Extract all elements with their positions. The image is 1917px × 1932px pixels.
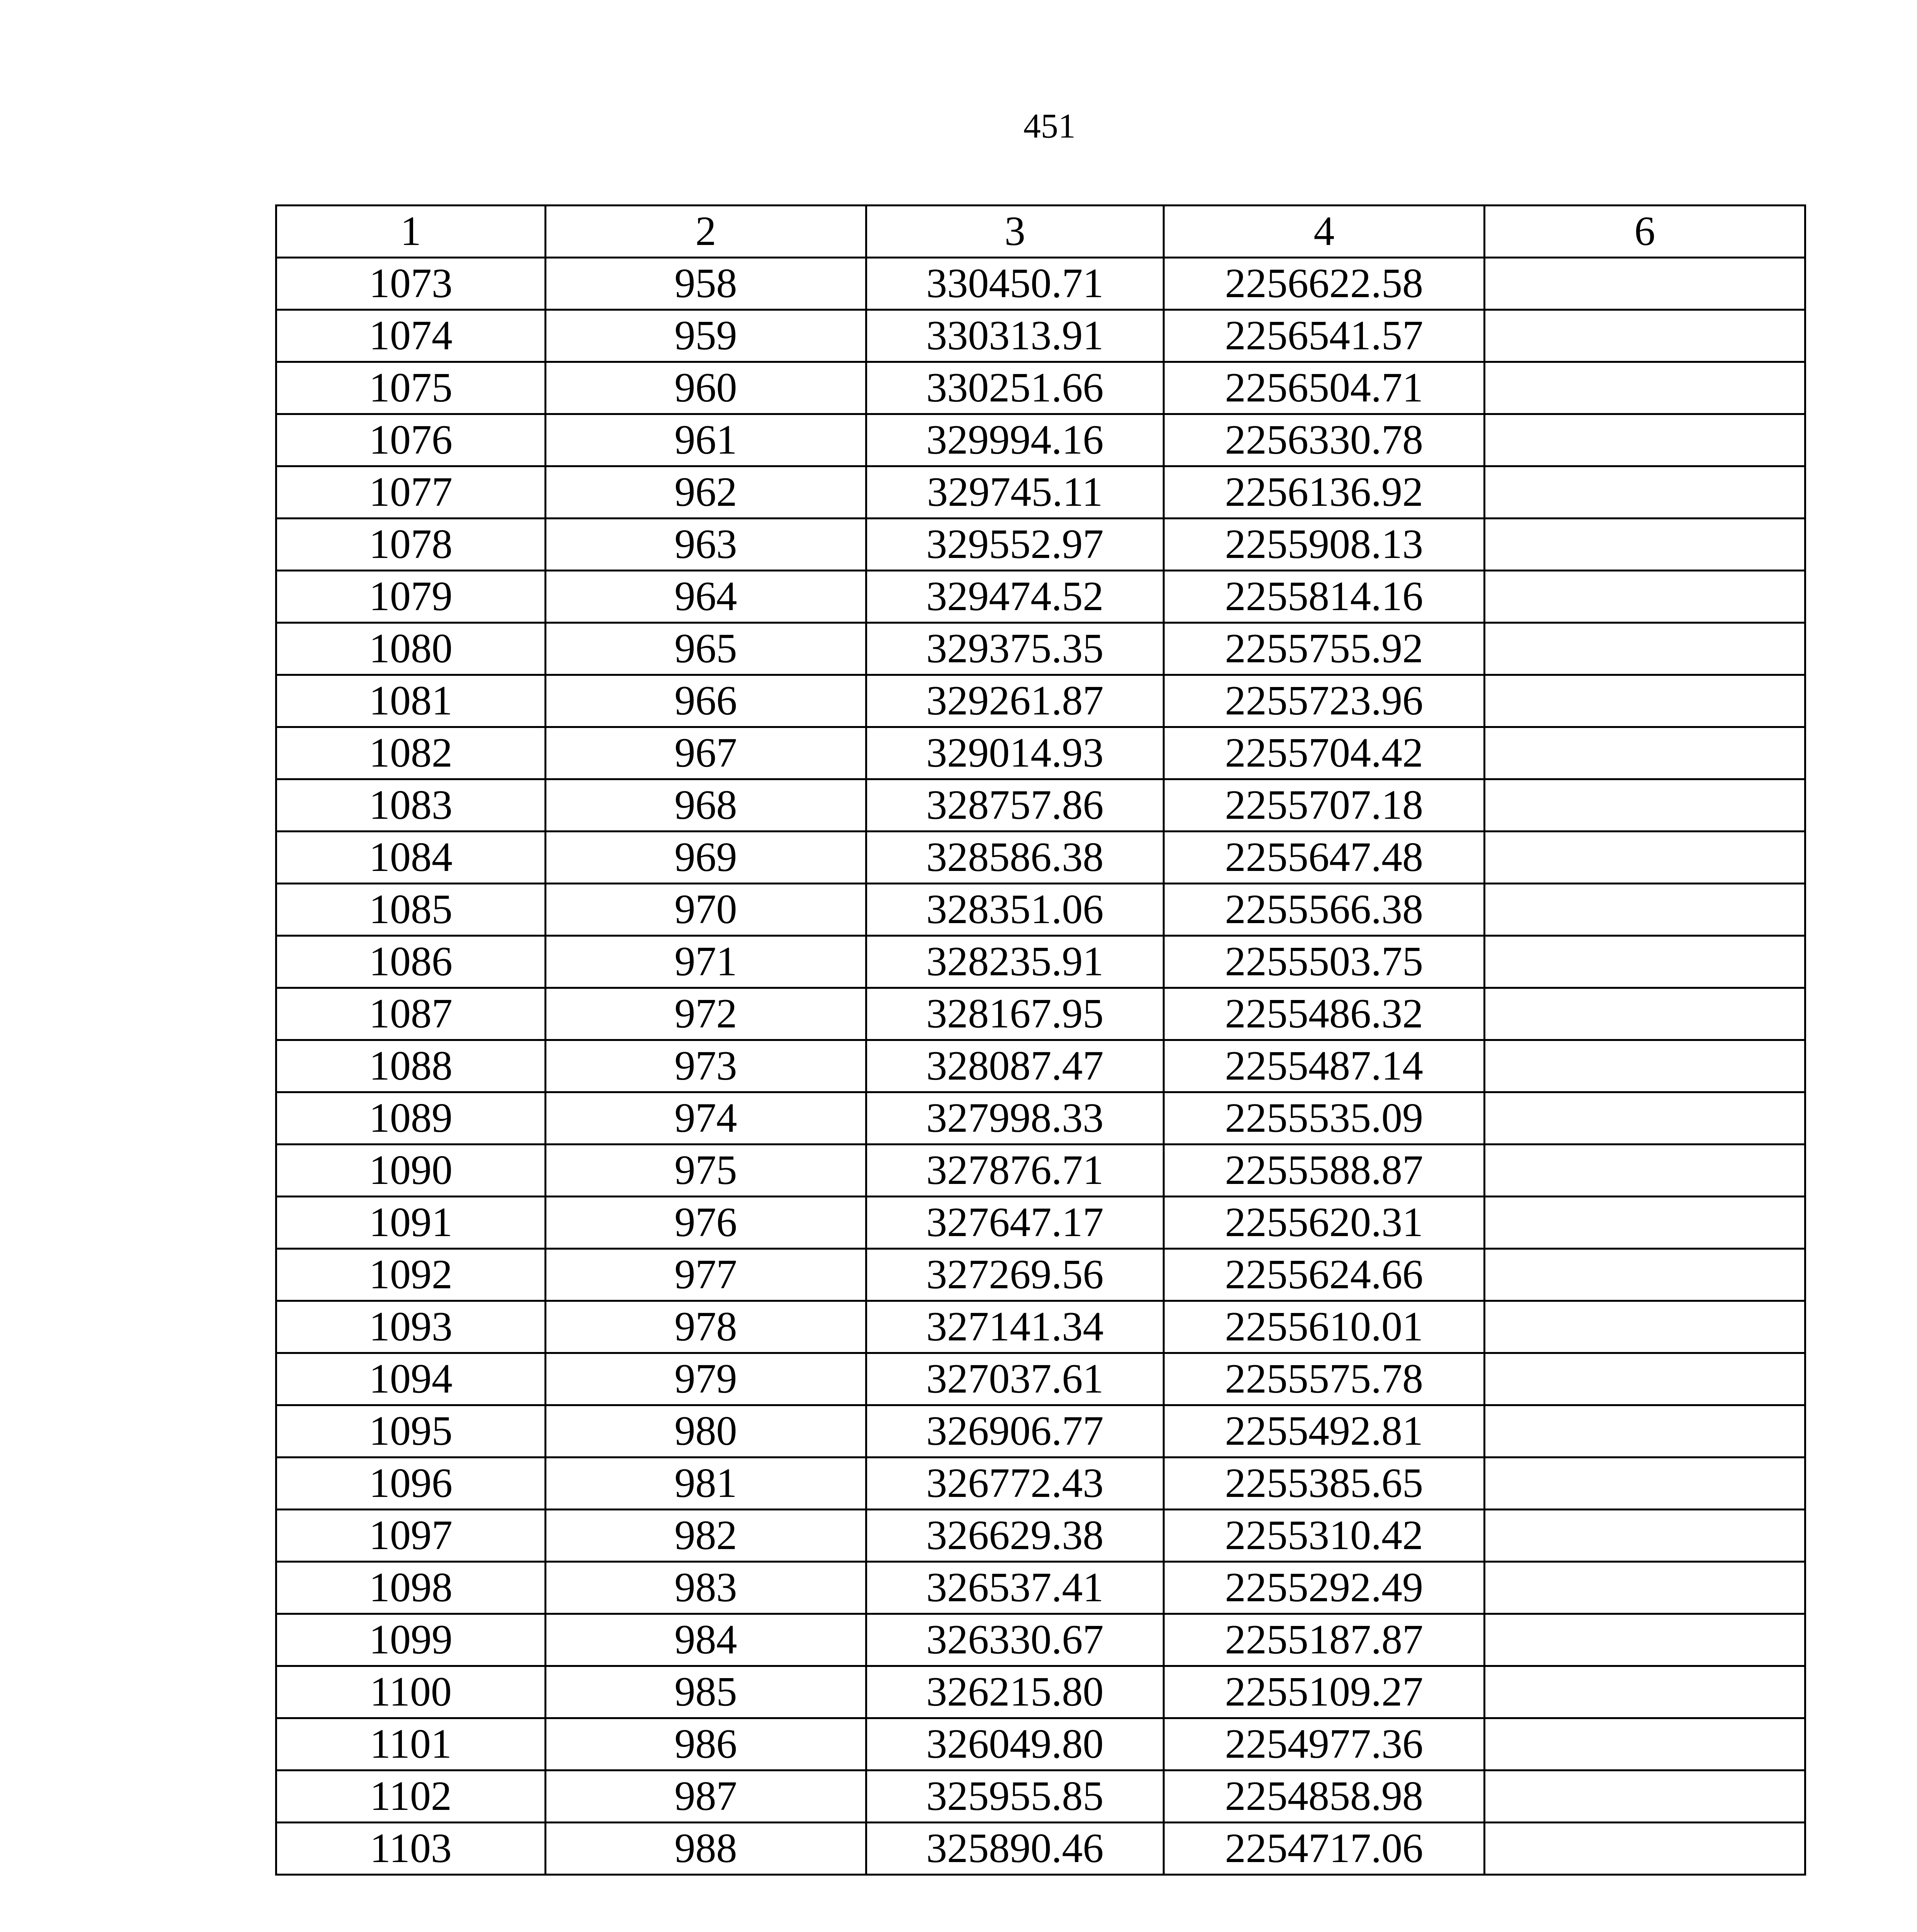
table-cell bbox=[1485, 623, 1805, 675]
table-cell: 965 bbox=[546, 623, 866, 675]
table-cell: 2256504.71 bbox=[1164, 362, 1485, 414]
table-cell: 2255704.42 bbox=[1164, 727, 1485, 779]
table-cell: 961 bbox=[546, 414, 866, 466]
table-cell: 1080 bbox=[276, 623, 546, 675]
table-cell: 1093 bbox=[276, 1301, 546, 1353]
table-cell bbox=[1485, 1770, 1805, 1823]
table-cell: 1096 bbox=[276, 1458, 546, 1510]
table-row bbox=[276, 1301, 1805, 1353]
table-cell: 329014.93 bbox=[866, 727, 1164, 779]
table-cell: 326330.67 bbox=[866, 1614, 1164, 1666]
table-cell: 967 bbox=[546, 727, 866, 779]
table-cell: 1074 bbox=[276, 310, 546, 362]
table-cell: 964 bbox=[546, 571, 866, 623]
coordinates-table-continued bbox=[275, 204, 1806, 1876]
table-cell: 1079 bbox=[276, 571, 546, 623]
table-row bbox=[276, 936, 1805, 988]
table-cell: 1088 bbox=[276, 1040, 546, 1092]
table-cell: 1084 bbox=[276, 832, 546, 884]
table-cell: 1103 bbox=[276, 1823, 546, 1875]
table-cell: 2255723.96 bbox=[1164, 675, 1485, 727]
table-cell: 327141.34 bbox=[866, 1301, 1164, 1353]
table-cell: 2256622.58 bbox=[1164, 258, 1485, 310]
table-cell bbox=[1485, 362, 1805, 414]
table-cell: 980 bbox=[546, 1405, 866, 1458]
table-row bbox=[276, 414, 1805, 466]
table-row bbox=[276, 571, 1805, 623]
table-row bbox=[276, 623, 1805, 675]
table-row bbox=[276, 1562, 1805, 1614]
table-cell: 327876.71 bbox=[866, 1145, 1164, 1197]
table-cell: 1102 bbox=[276, 1770, 546, 1823]
table-cell bbox=[1485, 936, 1805, 988]
table-row bbox=[276, 1145, 1805, 1197]
table-cell bbox=[1485, 1510, 1805, 1562]
table-cell: 2255109.27 bbox=[1164, 1666, 1485, 1718]
table-cell: 2255486.32 bbox=[1164, 988, 1485, 1040]
table-cell: 1081 bbox=[276, 675, 546, 727]
table-cell: 326049.80 bbox=[866, 1718, 1164, 1770]
table-cell: 326215.80 bbox=[866, 1666, 1164, 1718]
table-cell: 325955.85 bbox=[866, 1770, 1164, 1823]
table-cell: 329552.97 bbox=[866, 519, 1164, 571]
table-cell bbox=[1485, 1405, 1805, 1458]
table-row bbox=[276, 519, 1805, 571]
table-cell bbox=[1485, 1666, 1805, 1718]
table-cell: 1083 bbox=[276, 779, 546, 832]
table-cell: 329375.35 bbox=[866, 623, 1164, 675]
table-cell: 975 bbox=[546, 1145, 866, 1197]
table-cell bbox=[1485, 1249, 1805, 1301]
table-row bbox=[276, 884, 1805, 936]
table-cell: 1077 bbox=[276, 466, 546, 519]
table-cell bbox=[1485, 1562, 1805, 1614]
table-cell: 330251.66 bbox=[866, 362, 1164, 414]
table-cell bbox=[1485, 1458, 1805, 1510]
table-cell: 325890.46 bbox=[866, 1823, 1164, 1875]
table-row bbox=[276, 1092, 1805, 1145]
table-cell: 2255647.48 bbox=[1164, 832, 1485, 884]
table-row bbox=[276, 832, 1805, 884]
table-row bbox=[276, 466, 1805, 519]
table-cell: 985 bbox=[546, 1666, 866, 1718]
table-cell: 1094 bbox=[276, 1353, 546, 1405]
table-cell: 328586.38 bbox=[866, 832, 1164, 884]
table-row bbox=[276, 1823, 1805, 1875]
table-row bbox=[276, 1197, 1805, 1249]
table-cell: 1082 bbox=[276, 727, 546, 779]
table-row bbox=[276, 988, 1805, 1040]
table-cell: 328235.91 bbox=[866, 936, 1164, 988]
table-cell: 984 bbox=[546, 1614, 866, 1666]
table-row bbox=[276, 362, 1805, 414]
table-cell: 326906.77 bbox=[866, 1405, 1164, 1458]
table-cell: 330450.71 bbox=[866, 258, 1164, 310]
table-cell: 963 bbox=[546, 519, 866, 571]
table-cell: 2255503.75 bbox=[1164, 936, 1485, 988]
table-cell: 328351.06 bbox=[866, 884, 1164, 936]
table-header-row bbox=[276, 206, 1805, 258]
table-cell: 973 bbox=[546, 1040, 866, 1092]
table-cell: 2255292.49 bbox=[1164, 1562, 1485, 1614]
table-cell: 2255535.09 bbox=[1164, 1092, 1485, 1145]
table-cell: 2254858.98 bbox=[1164, 1770, 1485, 1823]
table-cell: 327269.56 bbox=[866, 1249, 1164, 1301]
table-cell: 2255814.16 bbox=[1164, 571, 1485, 623]
table-cell: 2254717.06 bbox=[1164, 1823, 1485, 1875]
table-cell: 2255707.18 bbox=[1164, 779, 1485, 832]
table-cell: 970 bbox=[546, 884, 866, 936]
table-row bbox=[276, 1718, 1805, 1770]
table-row bbox=[276, 258, 1805, 310]
table-cell: 958 bbox=[546, 258, 866, 310]
table-cell bbox=[1485, 519, 1805, 571]
table-cell: 1100 bbox=[276, 1666, 546, 1718]
table-cell: 327998.33 bbox=[866, 1092, 1164, 1145]
table-cell: 1075 bbox=[276, 362, 546, 414]
column-number-cell: 2 bbox=[546, 206, 866, 258]
table-row bbox=[276, 675, 1805, 727]
table-cell bbox=[1485, 258, 1805, 310]
table-cell: 2255588.87 bbox=[1164, 1145, 1485, 1197]
table-cell: 981 bbox=[546, 1458, 866, 1510]
table-cell: 1087 bbox=[276, 988, 546, 1040]
table-cell bbox=[1485, 1145, 1805, 1197]
table-cell: 2255310.42 bbox=[1164, 1510, 1485, 1562]
table-cell: 329474.52 bbox=[866, 571, 1164, 623]
column-number-cell: 4 bbox=[1164, 206, 1485, 258]
table-cell: 978 bbox=[546, 1301, 866, 1353]
table-cell: 2255755.92 bbox=[1164, 623, 1485, 675]
table-cell: 986 bbox=[546, 1718, 866, 1770]
table-cell: 968 bbox=[546, 779, 866, 832]
table-cell bbox=[1485, 1823, 1805, 1875]
table-cell: 2255187.87 bbox=[1164, 1614, 1485, 1666]
table-cell bbox=[1485, 1718, 1805, 1770]
table-cell: 971 bbox=[546, 936, 866, 988]
table-cell bbox=[1485, 727, 1805, 779]
table-cell: 2255492.81 bbox=[1164, 1405, 1485, 1458]
table-cell bbox=[1485, 466, 1805, 519]
table-cell: 962 bbox=[546, 466, 866, 519]
table-cell: 974 bbox=[546, 1092, 866, 1145]
table-cell: 329745.11 bbox=[866, 466, 1164, 519]
table-row bbox=[276, 1614, 1805, 1666]
table-cell: 982 bbox=[546, 1510, 866, 1562]
column-number-cell: 3 bbox=[866, 206, 1164, 258]
table-cell: 2255610.01 bbox=[1164, 1301, 1485, 1353]
table-cell: 1097 bbox=[276, 1510, 546, 1562]
table-cell: 326629.38 bbox=[866, 1510, 1164, 1562]
table-cell: 988 bbox=[546, 1823, 866, 1875]
table-cell: 1076 bbox=[276, 414, 546, 466]
table-cell: 976 bbox=[546, 1197, 866, 1249]
column-number-cell: 6 bbox=[1485, 206, 1805, 258]
table-row bbox=[276, 1510, 1805, 1562]
table-cell: 330313.91 bbox=[866, 310, 1164, 362]
table-cell: 326772.43 bbox=[866, 1458, 1164, 1510]
table-cell bbox=[1485, 1614, 1805, 1666]
table-cell: 326537.41 bbox=[866, 1562, 1164, 1614]
table-cell: 1092 bbox=[276, 1249, 546, 1301]
table-row bbox=[276, 1770, 1805, 1823]
table-cell: 979 bbox=[546, 1353, 866, 1405]
table-cell bbox=[1485, 884, 1805, 936]
table-cell: 977 bbox=[546, 1249, 866, 1301]
table-cell: 328167.95 bbox=[866, 988, 1164, 1040]
table-cell: 2255575.78 bbox=[1164, 1353, 1485, 1405]
table-cell bbox=[1485, 1092, 1805, 1145]
table-cell bbox=[1485, 675, 1805, 727]
table-cell bbox=[1485, 988, 1805, 1040]
table-cell: 1090 bbox=[276, 1145, 546, 1197]
table-cell bbox=[1485, 1197, 1805, 1249]
table-cell: 2255487.14 bbox=[1164, 1040, 1485, 1092]
table-cell: 969 bbox=[546, 832, 866, 884]
table-row bbox=[276, 310, 1805, 362]
table-row bbox=[276, 779, 1805, 832]
table-cell: 2255620.31 bbox=[1164, 1197, 1485, 1249]
table-row bbox=[276, 1666, 1805, 1718]
table-row bbox=[276, 1040, 1805, 1092]
table-cell: 1089 bbox=[276, 1092, 546, 1145]
table-cell: 329261.87 bbox=[866, 675, 1164, 727]
table-cell: 2255566.38 bbox=[1164, 884, 1485, 936]
table-cell: 1086 bbox=[276, 936, 546, 988]
table-cell bbox=[1485, 1040, 1805, 1092]
table-cell: 983 bbox=[546, 1562, 866, 1614]
table-cell: 1085 bbox=[276, 884, 546, 936]
table-cell bbox=[1485, 414, 1805, 466]
table-row bbox=[276, 1353, 1805, 1405]
table-row bbox=[276, 1249, 1805, 1301]
table-cell: 328757.86 bbox=[866, 779, 1164, 832]
table-cell bbox=[1485, 1301, 1805, 1353]
table-cell: 329994.16 bbox=[866, 414, 1164, 466]
table-cell: 1099 bbox=[276, 1614, 546, 1666]
table-cell: 327037.61 bbox=[866, 1353, 1164, 1405]
table-cell: 1095 bbox=[276, 1405, 546, 1458]
table-cell: 2256330.78 bbox=[1164, 414, 1485, 466]
table-cell: 328087.47 bbox=[866, 1040, 1164, 1092]
table-cell: 2256541.57 bbox=[1164, 310, 1485, 362]
table-cell: 987 bbox=[546, 1770, 866, 1823]
table-cell: 959 bbox=[546, 310, 866, 362]
table-cell: 960 bbox=[546, 362, 866, 414]
table-cell bbox=[1485, 571, 1805, 623]
table-cell: 2254977.36 bbox=[1164, 1718, 1485, 1770]
page-number: 451 bbox=[1023, 107, 1076, 145]
table-cell: 1091 bbox=[276, 1197, 546, 1249]
table-cell: 2255624.66 bbox=[1164, 1249, 1485, 1301]
table-cell: 1078 bbox=[276, 519, 546, 571]
table-row bbox=[276, 727, 1805, 779]
table-cell bbox=[1485, 310, 1805, 362]
table-cell: 1098 bbox=[276, 1562, 546, 1614]
table-cell: 972 bbox=[546, 988, 866, 1040]
table-cell: 327647.17 bbox=[866, 1197, 1164, 1249]
table-cell: 1073 bbox=[276, 258, 546, 310]
table-cell bbox=[1485, 1353, 1805, 1405]
table-row bbox=[276, 1458, 1805, 1510]
column-number-cell: 1 bbox=[276, 206, 546, 258]
table-cell bbox=[1485, 779, 1805, 832]
table-cell: 966 bbox=[546, 675, 866, 727]
table-cell: 2256136.92 bbox=[1164, 466, 1485, 519]
table-row bbox=[276, 1405, 1805, 1458]
table-cell: 1101 bbox=[276, 1718, 546, 1770]
table-cell: 2255908.13 bbox=[1164, 519, 1485, 571]
table-cell bbox=[1485, 832, 1805, 884]
table-cell: 2255385.65 bbox=[1164, 1458, 1485, 1510]
